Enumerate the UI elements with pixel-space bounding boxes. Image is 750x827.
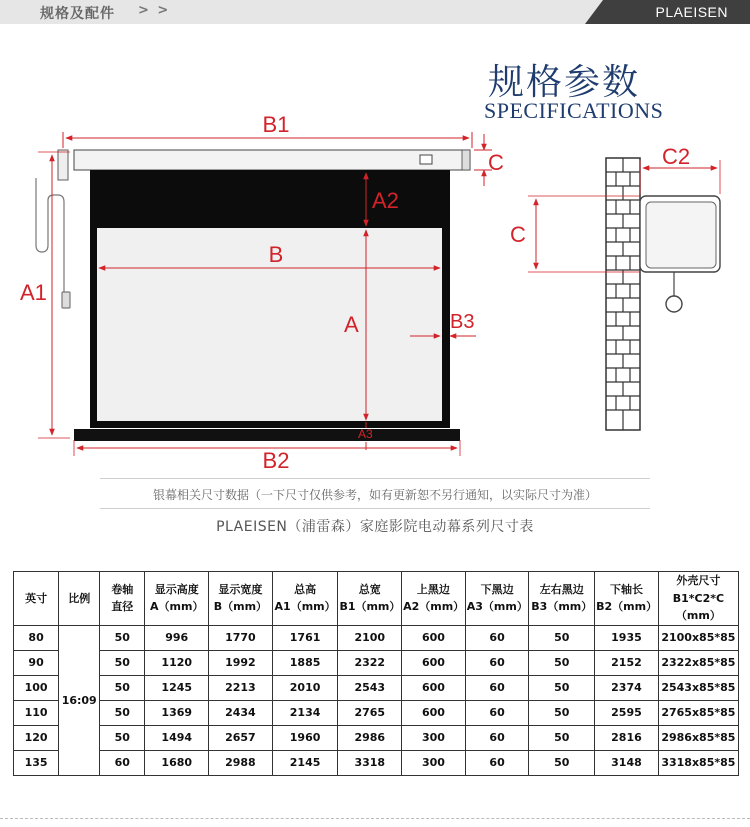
table-header-cell xyxy=(145,572,209,626)
header-text: 外壳尺寸 xyxy=(676,574,721,587)
table-cell: 2543x85*85 xyxy=(658,675,738,700)
table-header-cell xyxy=(338,572,402,626)
table-cell: 80 xyxy=(14,625,59,650)
table-cell: 1245 xyxy=(145,675,209,700)
header-text: A1（mm） xyxy=(274,600,336,614)
table-cell: 1761 xyxy=(272,625,338,650)
label-b3: B3 xyxy=(450,311,475,333)
table-cell: 3318x85*85 xyxy=(658,750,738,775)
table-cell: 2986x85*85 xyxy=(658,725,738,750)
table-cell: 50 xyxy=(100,625,145,650)
header-text: 下黑边 xyxy=(480,582,514,596)
table-cell: 600 xyxy=(402,675,466,700)
table-cell: 50 xyxy=(529,650,595,675)
table-row xyxy=(14,625,739,650)
header-text: A（mm） xyxy=(150,600,204,614)
table-header-cell xyxy=(100,572,145,626)
table-cell: 1120 xyxy=(145,650,209,675)
header-text: B1（mm） xyxy=(339,600,401,614)
header-text: 总高 xyxy=(294,582,317,596)
table-row xyxy=(14,700,739,725)
header-text: B1*C2*C xyxy=(672,591,725,605)
header-text: A3（mm） xyxy=(466,600,528,614)
table-cell: 1494 xyxy=(145,725,209,750)
spec-heading-cn: 规格参数 xyxy=(488,62,641,103)
table-header-cell xyxy=(209,572,273,626)
table-cell: 1770 xyxy=(209,625,273,650)
table-cell: 2765 xyxy=(338,700,402,725)
table-cell: 996 xyxy=(145,625,209,650)
table-cell: 50 xyxy=(529,725,595,750)
label-b1: B1 xyxy=(262,112,290,137)
table-cell: 1885 xyxy=(272,650,338,675)
spec-heading-en: SPECIFICATIONS xyxy=(484,98,664,123)
label-b2: B2 xyxy=(262,448,290,473)
table-cell: 3148 xyxy=(595,750,659,775)
label-a1: A1 xyxy=(20,280,47,305)
ratio-cell: 16:09 xyxy=(59,625,100,775)
table-cell: 600 xyxy=(402,700,466,725)
table-cell: 2595 xyxy=(595,700,659,725)
header-text: B3（mm） xyxy=(531,600,593,614)
header-text: 显示高度 xyxy=(154,582,199,596)
table-cell: 1960 xyxy=(272,725,338,750)
table-cell: 60 xyxy=(465,650,529,675)
table-cell: 300 xyxy=(402,725,466,750)
table-cell: 300 xyxy=(402,750,466,775)
screen-bottom-bar xyxy=(74,429,460,441)
header-text: 左右黑边 xyxy=(539,582,584,596)
table-header-cell xyxy=(465,572,529,626)
table-cell: 2145 xyxy=(272,750,338,775)
divider xyxy=(0,818,750,819)
table-cell: 2134 xyxy=(272,700,338,725)
table-cell: 600 xyxy=(402,650,466,675)
table-cell: 2816 xyxy=(595,725,659,750)
table-cell: 50 xyxy=(529,700,595,725)
label-c2: C2 xyxy=(662,144,691,169)
table-cell: 60 xyxy=(100,750,145,775)
table-cell: 50 xyxy=(100,650,145,675)
label-a2: A2 xyxy=(372,188,399,213)
label-c-top: C xyxy=(488,150,504,175)
table-cell: 2988 xyxy=(209,750,273,775)
chevron-right-icon: > > xyxy=(138,3,171,18)
header-text: 总宽 xyxy=(358,582,381,596)
screen-housing xyxy=(74,150,470,170)
table-cell: 2322x85*85 xyxy=(658,650,738,675)
label-a: A xyxy=(344,312,359,337)
table-cell: 2010 xyxy=(272,675,338,700)
divider xyxy=(100,508,650,509)
table-cell: 2374 xyxy=(595,675,659,700)
table-row xyxy=(14,750,739,775)
table-cell: 1992 xyxy=(209,650,273,675)
table-cell: 2100 xyxy=(338,625,402,650)
table-cell: 50 xyxy=(529,675,595,700)
table-cell: 50 xyxy=(100,675,145,700)
header-text: 卷轴 xyxy=(111,582,134,596)
header-text: A2（mm） xyxy=(403,600,465,614)
table-header-cell xyxy=(14,572,59,626)
label-b: B xyxy=(268,242,284,267)
table-cell: 60 xyxy=(465,625,529,650)
table-cell: 2765x85*85 xyxy=(658,700,738,725)
table-header-cell xyxy=(272,572,338,626)
table-cell: 1680 xyxy=(145,750,209,775)
table-cell: 60 xyxy=(465,725,529,750)
header-text: 显示宽度 xyxy=(218,582,263,596)
table-cell: 50 xyxy=(529,625,595,650)
table-row xyxy=(14,725,739,750)
table-cell: 1935 xyxy=(595,625,659,650)
divider xyxy=(100,478,650,479)
label-c-side: C xyxy=(510,222,526,247)
table-cell: 60 xyxy=(465,750,529,775)
table-header-cell xyxy=(402,572,466,626)
table-header-cell xyxy=(59,572,100,626)
table-cell: 2152 xyxy=(595,650,659,675)
table-cell: 50 xyxy=(529,750,595,775)
brand-name: PLAEISEN xyxy=(655,4,728,20)
size-table xyxy=(13,571,739,776)
table-cell: 135 xyxy=(14,750,59,775)
table-cell: 60 xyxy=(465,700,529,725)
table-cell: 1369 xyxy=(145,700,209,725)
table-cell: 50 xyxy=(100,700,145,725)
table-cell: 2213 xyxy=(209,675,273,700)
table-cell: 60 xyxy=(465,675,529,700)
header-text: （mm） xyxy=(675,609,721,623)
header-text: 直径 xyxy=(111,600,134,614)
table-header-cell xyxy=(658,572,738,626)
header-text: 比例 xyxy=(68,591,91,605)
header-text: 上黑边 xyxy=(416,582,450,596)
table-title: PLAEISEN（浦雷森）家庭影院电动幕系列尺寸表 xyxy=(216,519,534,535)
header-text: B（mm） xyxy=(213,600,268,614)
table-header-row xyxy=(14,572,739,626)
header-text: B2（mm） xyxy=(596,600,658,614)
housing-side-view xyxy=(640,196,720,312)
table-cell: 110 xyxy=(14,700,59,725)
table-cell: 120 xyxy=(14,725,59,750)
table-cell: 600 xyxy=(402,625,466,650)
section-title: 规格及配件 xyxy=(40,6,115,22)
table-row xyxy=(14,675,739,700)
table-row xyxy=(14,650,739,675)
table-cell: 2543 xyxy=(338,675,402,700)
table-cell: 100 xyxy=(14,675,59,700)
table-cell: 50 xyxy=(100,725,145,750)
table-cell: 90 xyxy=(14,650,59,675)
table-cell: 2986 xyxy=(338,725,402,750)
table-cell: 2322 xyxy=(338,650,402,675)
table-cell: 2434 xyxy=(209,700,273,725)
table-header-cell xyxy=(595,572,659,626)
table-header-cell xyxy=(529,572,595,626)
table-cell: 2657 xyxy=(209,725,273,750)
header-text: 下轴长 xyxy=(609,582,643,596)
header-text: 英寸 xyxy=(25,591,48,605)
brick-wall-icon xyxy=(606,158,640,430)
table-cell: 3318 xyxy=(338,750,402,775)
table-cell: 2100x85*85 xyxy=(658,625,738,650)
label-a3: A3 xyxy=(358,427,373,441)
disclaimer-note: 银幕相关尺寸数据（一下尺寸仅供参考，如有更新恕不另行通知，以实际尺寸为准） xyxy=(152,488,597,502)
